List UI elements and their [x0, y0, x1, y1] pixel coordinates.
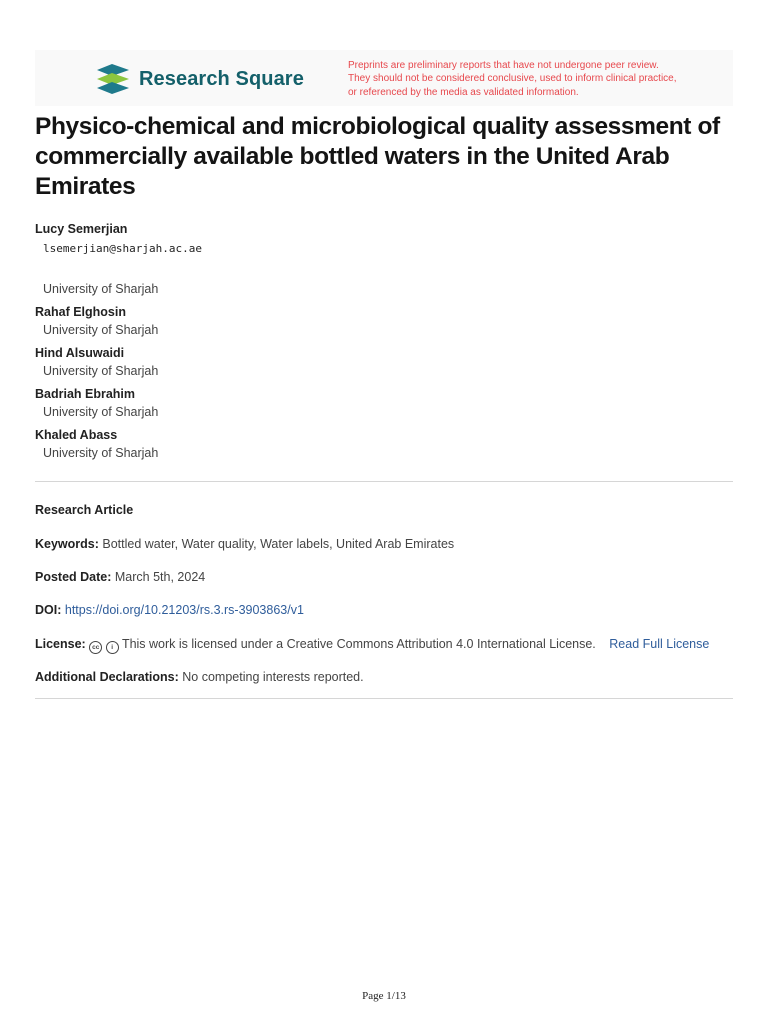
by-icon: i	[106, 641, 119, 654]
author-name: Rahaf Elghosin	[35, 305, 126, 319]
cc-icon: cc	[89, 641, 102, 654]
license-text: This work is licensed under a Creative Commons Attribution 4.0 International License.	[121, 637, 596, 651]
doi-row	[35, 603, 735, 617]
disclaimer-line: They should not be considered conclusive, used to inform clinical practice,	[348, 73, 677, 85]
research-square-logo[interactable]	[95, 64, 304, 94]
divider	[35, 698, 733, 699]
keywords-row	[35, 537, 735, 551]
research-square-mark-icon	[95, 64, 131, 94]
author-affiliation: University of Sharjah	[43, 364, 159, 378]
posted-date-value: March 5th, 2024	[114, 570, 206, 584]
doi-label: DOI:	[35, 603, 62, 617]
license-label: License:	[35, 637, 86, 651]
article-type	[35, 503, 735, 517]
divider	[35, 481, 733, 482]
doi-link[interactable]: https://doi.org/10.21203/rs.3.rs-3903863/v1	[64, 603, 304, 617]
posted-date-row	[35, 570, 735, 584]
declarations-row	[35, 670, 735, 684]
author-affiliation: University of Sharjah	[43, 323, 159, 337]
disclaimer-line: Preprints are preliminary reports that have not undergone peer review.	[348, 60, 659, 71]
paper-title: Physico-chemical and microbiological quality assessment of commercially available bottled waters in the United Arab Emirates	[35, 113, 720, 200]
read-full-license-link[interactable]: Read Full License	[609, 637, 710, 651]
declarations-label: Additional Declarations:	[35, 670, 179, 684]
author-email[interactable]: lsemerjian@sharjah.ac.ae	[43, 242, 202, 255]
author-name: Khaled Abass	[35, 428, 118, 442]
article-type-label: Research Article	[35, 503, 134, 517]
author-name: Lucy Semerjian	[35, 222, 128, 236]
author-affiliation: University of Sharjah	[43, 446, 159, 460]
license-row	[35, 637, 735, 654]
author-name: Hind Alsuwaidi	[35, 346, 125, 360]
author-list	[35, 220, 535, 463]
posted-date-label: Posted Date:	[35, 570, 112, 584]
declarations-value: No competing interests reported.	[182, 670, 364, 684]
author-name: Badriah Ebrahim	[35, 387, 136, 401]
author-affiliation: University of Sharjah	[43, 405, 159, 419]
author-affiliation: University of Sharjah	[43, 282, 159, 296]
keywords-label: Keywords:	[35, 537, 99, 551]
keywords-value: Bottled water, Water quality, Water labels, United Arab Emirates	[102, 537, 455, 551]
disclaimer-line: or referenced by the media as validated information.	[348, 86, 579, 98]
preprint-disclaimer	[348, 59, 718, 99]
brand-name: Research Square	[139, 67, 304, 90]
page-number: Page 1/13	[362, 990, 406, 1002]
